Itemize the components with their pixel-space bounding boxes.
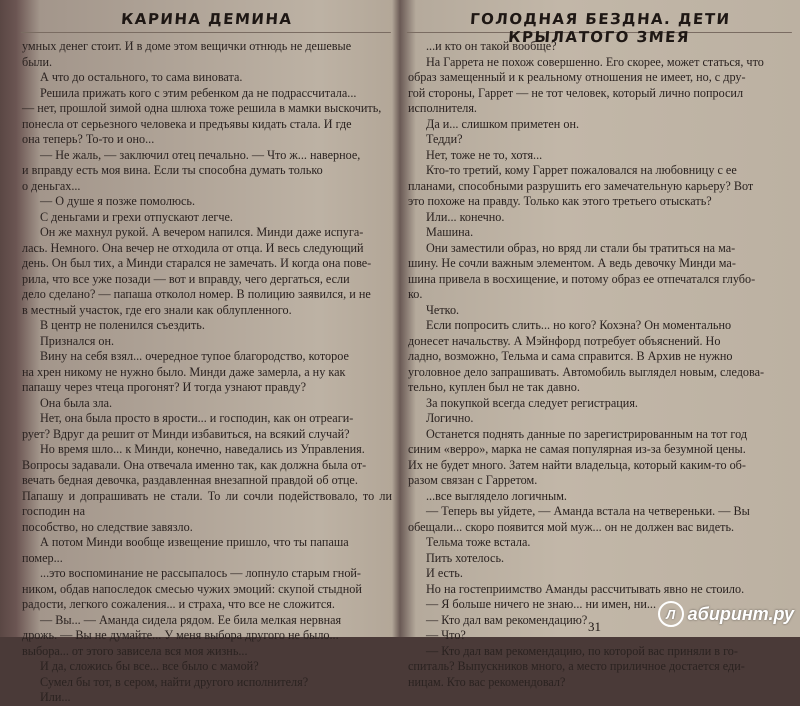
text-line: на хрен никому не нужно было. Минди даже замерла, а ну как [22,364,346,379]
text-line: исполнителя. [408,101,477,115]
text-line: А потом Минди вообще извещение пришло, что ты папаша [40,535,349,549]
text-line: образ замещенный и к реальному отношения не имеет, но, с дру- [408,70,746,84]
text-line: Пить хотелось. [426,550,505,565]
text-line: Но на гостеприимство Аманды рассчитывать явно не стоило. [426,581,745,596]
text-line: Папашу и допрашивать не стали. То ли сочли подействовало, то ли господин на [22,488,392,518]
text-line: папашу через чтеца прогонят? И тогда узнают правду? [22,380,307,394]
right-page [408,0,793,689]
text-line: рует? Вдруг да решит от Минди избавиться, на всякий случай? [22,426,350,441]
text-line: А что до остального, то сама виновата. [40,70,243,84]
text-line: Но время шло... к Минди, конечно, наведались из Управления. [40,442,365,456]
text-line: уголовное дело запрашивать. Автомобиль выглядел новым, следова- [408,364,765,379]
text-line: Или... [40,690,71,704]
text-line: Признался он. [40,333,115,348]
right-page-text [408,39,793,690]
text-line: В центр не поленился съездить. [40,318,205,332]
text-line: Нет, она была просто в ярости... и господин, как он отреаги- [40,411,354,425]
text-line: дрожь. — Вы не думайте... У меня выбора другого не было... [22,628,339,642]
text-line: Логично. [426,411,474,425]
text-line: — Не жаль, — заключил отец печально. — Что ж... наверное, [40,147,361,162]
text-line: пособство, но следствие завязло. [22,519,193,534]
text-line: шина привела в восхищение, и потому образ ее отпечатался глубо- [408,271,756,286]
text-line: и вправду есть моя вина. Если ты способна думать только [22,163,323,177]
text-line: ...все выглядело логичным. [426,488,567,503]
text-line: Она была зла. [40,395,113,410]
text-line: радости, легкого сожаления... и страха, что все не сложится. [22,597,335,611]
text-line: ладно, возможно, Тельма и сама справится. В Архив не нужно [408,349,733,363]
text-line: Тедди? [426,132,463,146]
text-line: понесла от серьезного человека и предъявы кидать стала. И где [22,116,352,131]
left-page-text [22,39,392,706]
text-line: Он же махнул рукой. А вечером напился. Минди даже испуга- [40,225,364,239]
text-line: — Кто дал вам рекомендацию, по которой вас приняли в го- [426,643,738,658]
text-line: в местный участок, где его знали как облупленного. [22,302,292,317]
text-line: За покупкой всегда следует регистрация. [426,395,638,410]
text-line: разом связан с Гарретом. [408,473,538,487]
text-line: день. Он был тих, а Минди старался не замечать. И когда она пове- [22,256,372,270]
text-line: Останется поднять данные по зарегистрированным на тот год [426,426,748,441]
text-line: ко. [408,287,423,301]
text-line: ником, обдав напоследок смесью чужих эмоций: скупой стыдной [22,581,362,596]
text-line: гой стороны, Гаррет — не тот человек, который лично попросил [408,85,744,100]
left-page [22,0,392,704]
text-line: Да и... слишком приметен он. [426,116,580,131]
text-line: — Теперь вы уйдете, — Аманда встала на четвереньки. — Вы [426,504,750,518]
text-line: о деньгах... [22,178,81,193]
text-line: Решила прижать кого с этим ребенком да не подрассчитала... [40,85,357,100]
text-line: выбора... от этого зависела вся моя жизнь... [22,643,248,658]
text-line: — нет, прошлой зимой одна шлюха тоже решила в мамки выскочить, [22,101,382,115]
watermark-text: абиринт.ру [687,603,794,624]
text-line: — Я больше ничего не знаю... ни имен, ни... [426,597,656,611]
text-line: шину. Не сочли важным элементом. А ведь девочку Минди ма- [408,256,736,270]
text-line: синим «верро», марка не самая популярная из-за безумной цены. [408,442,746,456]
text-line: ...и кто он такой вообще? [426,39,557,53]
text-line: — Что? [426,628,466,642]
text-line: И да, сложись бы все... все было с мамой? [40,659,259,673]
text-line: Вину на себя взял... очередное тупое благородство, которое [40,349,349,363]
text-line: Или... конечно. [426,209,505,224]
text-line: На Гаррета не похож совершенно. Его скорее, может статься, что [426,54,764,69]
text-line: спиталь? Выпускников много, а место приличное достается еди- [408,659,745,673]
text-line: ницам. Кто вас рекомендовал? [408,674,566,689]
right-running-head: ГОЛОДНАЯ БЕЗДНА. ДЕТИ КРЫЛАТОГО ЗМЕЯ [407,0,794,33]
text-line: — Кто дал вам рекомендацию? [426,612,588,627]
text-line: Вопросы задавали. Она отвечала именно так, как должна была от- [22,457,367,472]
text-line: это похоже на правду. Только как этого третьего отыскать? [408,194,712,208]
text-line: Тельма тоже встала. [426,535,531,549]
text-line: И есть. [426,566,463,580]
text-line: Если попросить слить... но кого? Кохэна? Он моментально [426,318,732,332]
text-line: Кто-то третий, кому Гаррет пожаловался на любовницу с ее [426,163,737,177]
text-line: планами, способными разрушить его замечательную карьеру? Вот [408,178,754,193]
text-line: дело сделано? — папаша отколол номер. В полицию заявился, и не [22,287,371,301]
text-line: тельно, куплен был не так давно. [408,380,580,394]
text-line: Сумел бы тот, в сером, найти другого исполнителя? [40,674,309,689]
text-line: она теперь? То-то и оно... [22,132,155,146]
text-line: лась. Немного. Она вечер не отходила от отца. И весь следующий [22,240,364,255]
text-line: ...это воспоминание не рассыпалось — лопнуло старым гной- [40,566,361,580]
site-watermark [658,601,794,627]
text-line: Они заместили образ, но вряд ли стали бы тратиться на ма- [426,240,736,255]
text-line: обещали... скоро появится мой муж... он не должен вас видеть. [408,519,735,534]
text-line: Машина. [426,225,474,239]
text-line: С деньгами и грехи отпускают легче. [40,209,233,224]
watermark-logo-icon: Л [658,601,684,627]
text-line: Нет, тоже не то, хотя... [426,147,543,162]
page-number: 31 [588,619,601,634]
text-line: были. [22,54,53,69]
text-line: умных денег стоит. И в доме этом вещички отнюдь не дешевые [22,39,352,53]
text-line: вечать бедная девочка, раздавленная внезапной правдой об отце. [22,473,358,487]
text-line: — О душе я позже помолюсь. [40,194,196,208]
text-line: Четко. [426,302,460,317]
text-line: — Вы... — Аманда сидела рядом. Ее била мелкая нервная [40,612,342,627]
text-line: Их не будет много. Затем найти владельца, который каким-то об- [408,457,746,472]
left-running-head: КАРИНА ДЕМИНА [21,0,393,33]
text-line: рила, что все уже позади — вот и вправду, чего дергаться, если [22,271,350,286]
text-line: помер... [22,550,63,565]
text-line: донесет начальству. А Мэйнфорд потребует объяснений. Но [408,333,721,348]
